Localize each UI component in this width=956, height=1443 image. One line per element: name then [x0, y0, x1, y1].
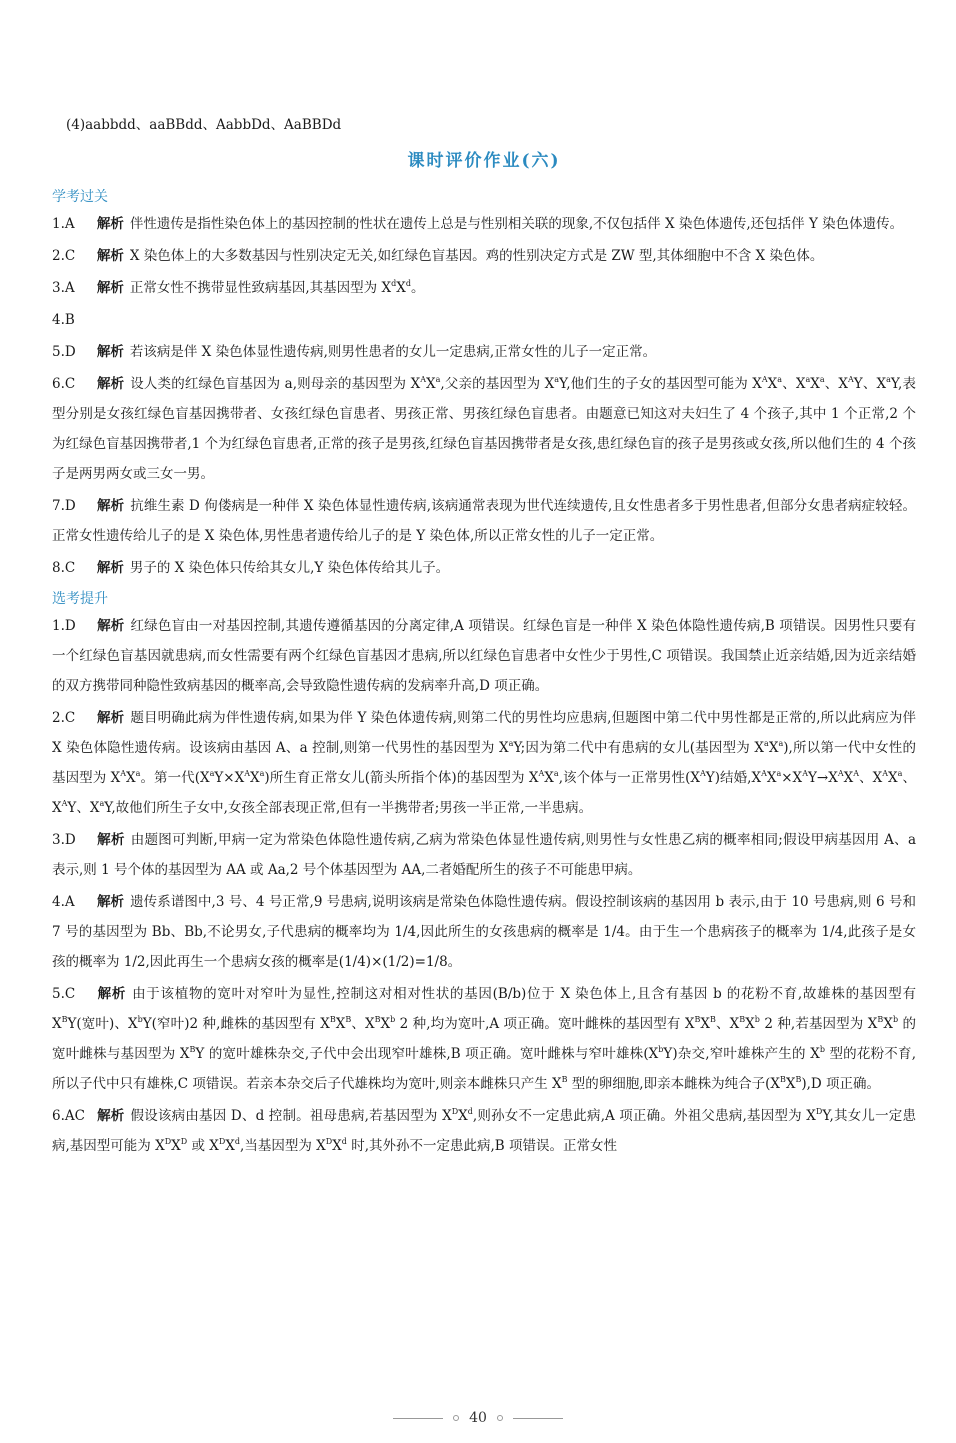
answer-sections: [52, 185, 916, 1161]
item-number: 7.: [52, 498, 65, 514]
item-number: 1.: [52, 618, 65, 634]
item-answer: B: [64, 312, 75, 328]
explanation-text: 题目明确此病为伴性遗传病,如果为伴 Y 染色体遗传病,则第二代的男性均应患病,但题图中第二代中男性都是正常的,所以此病应为伴 X 染色体隐性遗传病。设该病由基因 A、a 控制,则第一代男性的基因型为 $X^aY$;因为第二代中有患病的女儿(基因型为 $X^aX^a$),所以第一代中女性的基因型为 $X^AX^a$。第一代$(X^aY\times X^AX^a)$所生育正常女儿(箭头所指个体)的基因型为 $X^AX^a$,该个体与一正常男性$(X^AY)$结婚$,X^AX^a\times X^AY\to X^AX^A$、$X^AX^a$、$X^AY$、$X^aY$,故他们所生子女中,女孩全部表现正常,但有一半携带者;男孩一半正常,一半患病。: [52, 710, 917, 816]
item-number: 8.: [52, 560, 65, 576]
item-answer: A: [64, 216, 75, 232]
item-answer: C: [64, 986, 76, 1002]
explanation-tag: 解析: [96, 344, 124, 360]
item-number: 2.: [52, 710, 65, 726]
item-answer: C: [64, 560, 76, 576]
footer-dot-right: [497, 1415, 503, 1421]
explanation-tag: 解析: [96, 986, 127, 1002]
answer-item: [52, 611, 916, 701]
answer-item: [52, 491, 916, 551]
item-number: 5.: [52, 986, 65, 1002]
explanation-text: 抗维生素 D 佝偻病是一种伴 X 染色体显性遗传病,该病通常表现为世代连续遗传,且女性患者多于男性患者,但部分女患者病症较轻。正常女性遗传给儿子的是 X 染色体,男性患者遗传给儿子的是 Y 染色体,所以正常女性的儿子一定正常。: [52, 498, 917, 544]
answer-item: [52, 887, 916, 977]
explanation-text: 遗传系谱图中,3 号、4 号正常,9 号患病,说明该病是常染色体隐性遗传病。假设控制该病的基因用 b 表示,由于 10 号患病,则 6 号和 7 号的基因型为 Bb、Bb,不论男女,子代患病的概率均为 1/4,因此所生的女孩患病的概率是 1/4。由于生一个患病孩子的概率为 1/4,此孩子是女孩的概率为 1/2,因此再生一个患病女孩的概率是(1/4)×(1/2)=1/8。: [52, 894, 916, 970]
footer-rule-left: [393, 1418, 443, 1419]
item-answer: D: [64, 618, 76, 634]
item-answer: C: [64, 248, 76, 264]
item-number: 6.: [52, 376, 65, 392]
page-title: 课时评价作业(六): [407, 151, 561, 171]
explanation-tag: 解析: [96, 894, 125, 910]
explanation-tag: 解析: [96, 560, 124, 576]
item-answer: A: [64, 894, 75, 910]
item-number: 4.: [52, 894, 65, 910]
explanation-tag: 解析: [96, 618, 125, 634]
item-answer: D: [64, 498, 76, 514]
item-number: 6.: [52, 1108, 65, 1124]
item-number: 4.: [52, 312, 65, 328]
explanation-text: 由于该植物的宽叶对窄叶为显性,控制这对相对性状的基因(B/b)位于 X 染色体上,且含有基因 b 的花粉不育,故雄株的基因型有 $X^BY$(宽叶)、$X^bY$(窄叶)2 种,雌株的基因型有 $X^BX^B$、$X^BX^b$ 2 种,均为宽叶,A 项正确。宽叶雌株的基因型有 $X^BX^B$、$X^BX^b$ 2 种,若基因型为 $X^BX^b$ 的宽叶雌株与基因型为 $X^BY$ 的宽叶雄株杂交,子代中会出现窄叶雄株,B 项正确。宽叶雌株与窄叶雄株$(X^bY)$杂交,窄叶雄株产生的 $X^b$ 型的花粉不育,所以子代中只有雄株,C 项错误。若亲本杂交后子代雄株均为宽叶,则亲本雌株只产生 $X^B$ 型的卵细胞,即亲本雌株为纯合子$(X^BX^B),D$ 项正确。: [52, 986, 917, 1092]
answer-item: [52, 305, 916, 335]
footer-rule-right: [513, 1418, 563, 1419]
explanation-tag: 解析: [96, 1108, 125, 1124]
item-number: 3.: [52, 832, 65, 848]
page-footer: [0, 1410, 956, 1426]
explanation-tag: 解析: [96, 376, 125, 392]
item-answer: C: [64, 710, 76, 726]
explanation-text: X 染色体上的大多数基因与性别决定无关,如红绿色盲基因。鸡的性别决定方式是 ZW 型,其体细胞中不含 X 染色体。: [129, 248, 824, 264]
section-header: 选考提升: [52, 591, 108, 607]
answer-item: [52, 1101, 916, 1161]
item-number: 2.: [52, 248, 65, 264]
explanation-text: 红绿色盲由一对基因控制,其遗传遵循基因的分离定律,A 项错误。红绿色盲是一种伴 X 染色体隐性遗传病,B 项错误。因男性只要有一个红绿色盲基因就患病,而女性需要有两个红绿色盲基因才患病,所以红绿色盲患者中女性少于男性,C 项错误。我国禁止近亲结婚,因为近亲结婚的双方携带同种隐性致病基因的概率高,会导致隐性遗传病的发病率升高,D 项正确。: [52, 618, 917, 694]
answer-item: [52, 273, 916, 303]
item-answer: D: [64, 832, 76, 848]
item-number: 5.: [52, 344, 65, 360]
answer-item: [52, 337, 916, 367]
explanation-text: 假设该病由基因 D、d 控制。祖母患病,若基因型为 $X^DX^d$,则孙女不一定患此病,A 项正确。外祖父患病,基因型为 $X^DY$,其女儿一定患病,基因型可能为 $X^DX^D$ 或 $X^DX^d$,当基因型为 $X^DX^d$ 时,其外孙不一定患此病,B 项错误。正常女性: [52, 1107, 917, 1154]
answer-item: [52, 825, 916, 885]
explanation-tag: 解析: [96, 248, 124, 264]
item-answer: AC: [64, 1108, 85, 1124]
answer-item: [52, 241, 916, 271]
explanation-text: 伴性遗传是指性染色体上的基因控制的性状在遗传上总是与性别相关联的现象,不仅包括伴 X 染色体遗传,还包括伴 Y 染色体遗传。: [129, 216, 904, 232]
item-answer: D: [64, 344, 76, 360]
explanation-tag: 解析: [96, 216, 124, 232]
explanation-tag: 解析: [96, 498, 125, 514]
answer-item: [52, 553, 916, 583]
item-answer: C: [64, 376, 76, 392]
page-number: 40: [469, 1410, 487, 1426]
explanation-tag: 解析: [96, 710, 125, 726]
previous-answer-line: (4)aabbdd、aaBBdd、AabbDd、AaBBDd: [66, 117, 342, 133]
answer-item: [52, 369, 916, 489]
footer-dot-left: [453, 1415, 459, 1421]
explanation-tag: 解析: [96, 832, 125, 848]
explanation-text: 男子的 X 染色体只传给其女儿,Y 染色体传给其儿子。: [129, 560, 450, 576]
answer-item: [52, 209, 916, 239]
explanation-text: 正常女性不携带显性致病基因,其基因型为 $X^dX^d$。: [129, 279, 425, 296]
section-header: 学考过关: [52, 189, 108, 205]
item-number: 3.: [52, 280, 65, 296]
item-number: 1.: [52, 216, 65, 232]
explanation-text: 若该病是伴 X 染色体显性遗传病,则男性患者的女儿一定患病,正常女性的儿子一定正常。: [129, 344, 657, 360]
explanation-text: 设人类的红绿色盲基因为 a,则母亲的基因型为 $X^AX^a$,父亲的基因型为 $X^aY$,他们生的子女的基因型可能为 $X^AX^a$、$X^aX^a$、$X^AY$、$X^aY$,表型分别是女孩红绿色盲基因携带者、女孩红绿色盲患者、男孩正常、男孩红绿色盲患者。由题意已知这对夫妇生了 4 个孩子,其中 1 个正常,2 个为红绿色盲基因携带者,1 个为红绿色盲患者,正常的孩子是男孩,红绿色盲基因携带者是女孩,患红绿色盲的孩子是男孩或女孩,所以他们生的 4 个孩子是两男两女或三女一男。: [52, 375, 916, 482]
item-answer: A: [64, 280, 75, 296]
answer-item: [52, 703, 916, 823]
explanation-tag: 解析: [96, 280, 124, 296]
explanation-text: 由题图可判断,甲病一定为常染色体隐性遗传病,乙病为常染色体显性遗传病,则男性与女性患乙病的概率相同;假设甲病基因用 A、a 表示,则 1 号个体的基因型为 AA 或 Aa,2 号个体基因型为 AA,二者婚配所生的孩子不可能患甲病。: [52, 832, 916, 878]
answer-item: [52, 979, 916, 1099]
